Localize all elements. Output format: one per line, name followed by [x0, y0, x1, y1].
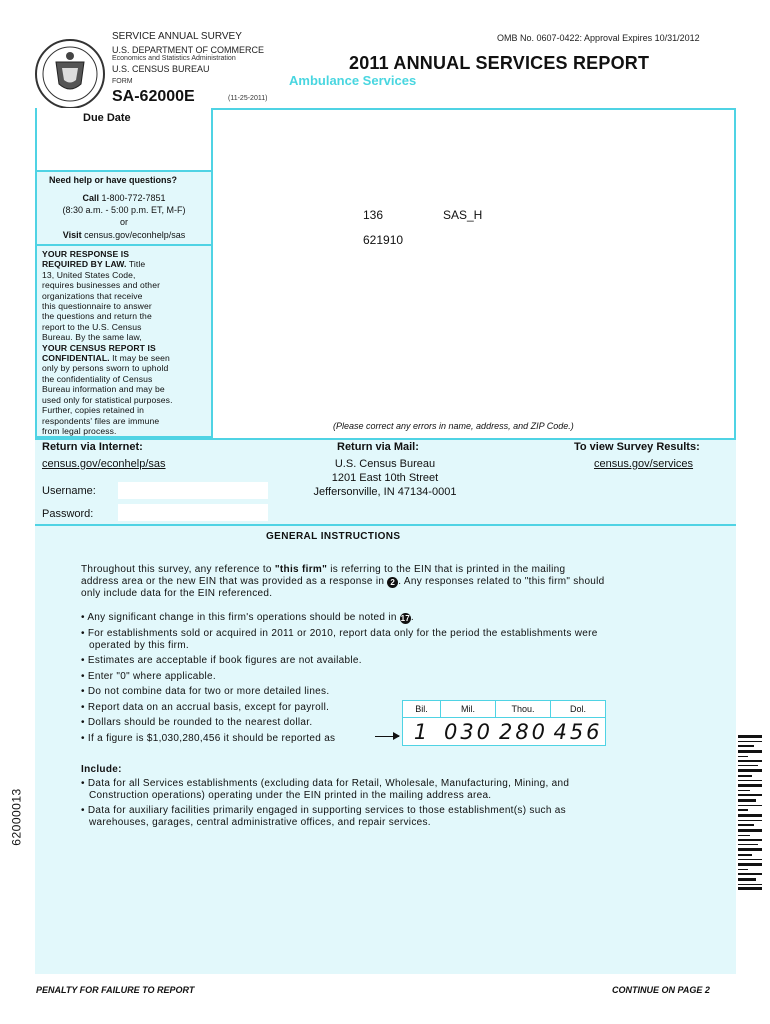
address-correction-note: (Please correct any errors in name, address, and ZIP Code.) [333, 421, 574, 431]
help-url[interactable]: census.gov/econhelp/sas [84, 230, 186, 240]
bullet-5: • Do not combine data for two or more detailed lines. [81, 686, 330, 697]
form-date: (11-25-2011) [228, 95, 268, 102]
due-date-box [35, 108, 213, 172]
administration-name: Economics and Statistics Administration [112, 55, 236, 62]
include-2: • Data for auxiliary facilities primarily engaged in supporting services to those establishment(s) such as [81, 805, 566, 816]
item-17-circle: 17 [400, 614, 411, 623]
footer-penalty: PENALTY FOR FAILURE TO REPORT [36, 985, 195, 995]
example-amount-box [402, 700, 606, 746]
survey-name: SERVICE ANNUAL SURVEY [112, 31, 242, 42]
password-input[interactable] [118, 504, 268, 521]
visit-label: Visit [62, 230, 82, 240]
side-form-code: 62000013 [9, 788, 24, 846]
help-title: Need help or have questions? [49, 175, 178, 185]
thou-header: Thou. [496, 701, 551, 717]
mil-header: Mil. [441, 701, 496, 717]
return-section [35, 438, 736, 524]
help-hours: (8:30 a.m. - 5:00 p.m. ET, M-F) [62, 205, 186, 215]
address-code-2: SAS_H [443, 208, 483, 222]
help-or: or [119, 217, 128, 227]
barcode [738, 735, 762, 890]
username-label: Username: [42, 485, 96, 497]
department-name: U.S. DEPARTMENT OF COMMERCE [112, 45, 265, 55]
department-of-commerce-seal [34, 38, 106, 110]
help-box [35, 172, 213, 246]
bil-header: Bil. [403, 701, 441, 717]
dol-header: Dol. [569, 704, 586, 714]
include-list: • Data for all Services establishments (excluding data for Retail, Wholesale, Manufacturing, Mining, and Construction operations) operating under the EIN printed in the mailing address area. • Data for auxiliary facilities primarily engaged in supporting services to those establishment(s) such as warehouses, garages, central administrative offices, and repair services. [81, 778, 721, 828]
law-notice-text: YOUR RESPONSE IS REQUIRED BY LAW. Title 13, United States Code, requires businesses and other organizations that receive this questionnaire to answer the questions and return the report to the U.S. Census Bureau. By the same law, YOUR CENSUS REPORT IS CONFIDENTIAL. It may be seen only by persons sworn to uphold the confidentiality of Census Bureau information and may be used only for statistical purposes. Further, copies retained in respondents' files are immune from legal process. [42, 249, 173, 436]
example-arrow-head [393, 732, 400, 740]
bullet-3: • Estimates are acceptable if book figures are not available. [81, 655, 362, 666]
include-heading: Include: [81, 764, 122, 775]
bullet-list: • Any significant change in this firm's operations should be noted in 17. • For establishments sold or acquired in 2011 or 2010, report data only for the period the establishments were operated by this firm. • Estimates are acceptable if book figures are not available. • Enter "0" where applicable. • Do not combine data for two or more detailed lines. • Report data on an accrual basis, except for payroll. • Dollars should be rounded to the nearest dollar. • If a figure is $1,030,280,456 it should be reported as [81, 612, 721, 744]
mil-digits: 030 [443, 720, 494, 744]
footer-continue: CONTINUE ON PAGE 2 [612, 985, 710, 995]
internet-heading: Return via Internet: [42, 441, 143, 453]
call-label: Call [82, 193, 99, 203]
omb-number: OMB No. 0607-0422: Approval Expires 10/31/2012 [497, 33, 700, 43]
report-subtitle: Ambulance Services [289, 73, 417, 88]
results-url[interactable]: census.gov/services [594, 458, 694, 470]
dol-digits: 456 [553, 720, 603, 744]
bullet-1: • Any significant change in this firm's operations should be noted in 17. [81, 612, 414, 623]
item-2-circle: 2 [387, 577, 398, 588]
bullet-2: • For establishments sold or acquired in 2011 or 2010, report data only for the period the establishments were [81, 628, 598, 639]
results-heading: To view Survey Results: [574, 441, 700, 453]
address-code-1: 136 [363, 208, 384, 222]
username-input[interactable] [118, 482, 268, 499]
law-notice-box [35, 246, 213, 438]
bil-digits: 1 [413, 720, 431, 744]
form-number: SA-62000E [112, 88, 195, 105]
form-label: FORM [112, 78, 133, 85]
bullet-8: • If a figure is $1,030,280,456 it should be reported as [81, 732, 336, 744]
general-instructions-heading: GENERAL INSTRUCTIONS [266, 531, 401, 542]
mail-heading: Return via Mail: [337, 441, 419, 453]
due-date-label: Due Date [83, 112, 131, 124]
thou-digits: 280 [498, 720, 549, 744]
internet-url[interactable]: census.gov/econhelp/sas [42, 458, 166, 470]
intro-paragraph: Throughout this survey, any reference to "this firm" is referring to the EIN that is printed in the mailing address area or the new EIN that was provided as a response in 2 . Any responses related to "this firm" should only include data for the EIN referenced. [81, 564, 605, 599]
bureau-name: U.S. CENSUS BUREAU [112, 64, 210, 74]
address-code-3: 621910 [363, 233, 404, 247]
include-1: • Data for all Services establishments (excluding data for Retail, Wholesale, Manufacturing, Mining, and [81, 778, 570, 789]
bullet-6: • Report data on an accrual basis, except for payroll. [81, 701, 330, 713]
bullet-7: • Dollars should be rounded to the nearest dollar. [81, 717, 313, 728]
bullet-4: • Enter "0" where applicable. [81, 670, 216, 682]
help-phone[interactable]: 1-800-772-7851 [101, 193, 166, 203]
mail-address: U.S. Census Bureau 1201 East 10th Street Jeffersonville, IN 47134-0001 [313, 458, 457, 498]
password-label: Password: [42, 508, 94, 520]
report-title: 2011 ANNUAL SERVICES REPORT [349, 53, 650, 73]
